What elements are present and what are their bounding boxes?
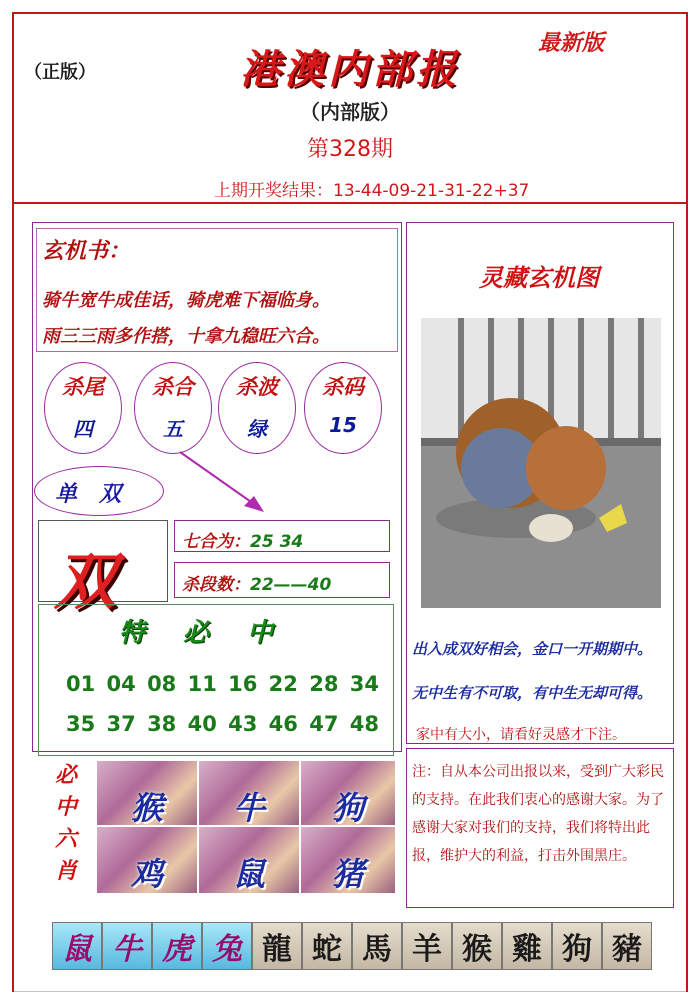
zodiac-bar-rooster: 雞 — [502, 922, 552, 970]
page-title: 港澳内部报 — [240, 46, 460, 93]
zodiac-bar-goat: 羊 — [402, 922, 452, 970]
zodiac-bar-horse: 馬 — [352, 922, 402, 970]
sha-duan-value: 22——40 — [250, 575, 332, 595]
zodiac-bar-dragon: 龍 — [252, 922, 302, 970]
right-verse-1: 出入成双好相会，金口一开期期中。 — [412, 640, 653, 658]
zodiac-tile-pig — [300, 826, 396, 894]
riddle-line-1: 骑牛宽牛成佳话，骑虎难下福临身。 — [42, 290, 330, 311]
zodiac-bar-ox: 牛 — [102, 922, 152, 970]
right-verse-2: 无中生有不可取，有中生无却可得。 — [412, 684, 653, 702]
number-row-1: 01 04 08 11 16 22 28 34 — [66, 672, 379, 696]
right-panel-title: 灵藏玄机图 — [479, 264, 599, 292]
right-hint: 家中有大小，请看好灵感才下注。 — [416, 727, 626, 743]
riddle-line-2: 雨三三雨多作搭，十拿九稳旺六合。 — [42, 326, 330, 347]
zodiac-bar-pig: 豬 — [602, 922, 652, 970]
zodiac-bar-rat: 鼠 — [52, 922, 102, 970]
seven-he-label: 七合为： — [182, 532, 250, 552]
sha-duan-label: 杀段数： — [182, 575, 250, 595]
edition-left: （正版） — [24, 62, 96, 83]
edition-right: 最新版 — [538, 31, 605, 56]
zodiac-tile-monkey — [96, 760, 198, 826]
zodiac-tile-char: 猪 — [331, 855, 364, 893]
header-rule — [12, 202, 688, 204]
notice-text: 注：自从本公司出报以来，受到广大彩民的支持。在此我们衷心的感谢大家。为了感谢大家对我们的支持，我们将特出此报，维护大的利益，打击外围黑庄。 — [412, 764, 664, 864]
pick-value: 绿 — [247, 417, 267, 441]
seven-he-line — [182, 527, 303, 552]
zodiac-bar-rabbit: 兔 — [202, 922, 252, 970]
pick-oval-ma — [304, 362, 382, 454]
dan-shuang-text: 单双 — [54, 482, 143, 507]
zodiac-tile-char: 鼠 — [232, 855, 265, 893]
number-row-2: 35 37 38 40 43 46 47 48 — [66, 712, 379, 736]
page-subtitle: （内部版） — [300, 100, 400, 124]
big-shuang-char: 双 — [54, 545, 117, 618]
zodiac-tile-dog — [300, 760, 396, 826]
issue-number: 第328期 — [307, 137, 393, 162]
zodiac-tile-char: 狗 — [331, 789, 364, 826]
zodiac-tile-char: 鸡 — [130, 855, 163, 893]
dan-shuang-oval — [34, 466, 164, 516]
riddle-label: 玄机书： — [42, 239, 131, 264]
pick-title: 杀波 — [236, 375, 278, 399]
zodiac-bar-snake: 蛇 — [302, 922, 352, 970]
pick-oval-tail — [44, 362, 122, 454]
arrow-icon — [170, 444, 270, 520]
zodiac-tile-char: 牛 — [232, 789, 265, 826]
zodiac-tile-rat — [198, 826, 300, 894]
te-bi-zhong-title: 特必中 — [118, 618, 311, 648]
last-result: 上期开奖结果：13-44-09-21-31-22+37 — [214, 181, 530, 201]
seven-he-value: 25 34 — [250, 532, 304, 552]
pick-title: 杀尾 — [62, 375, 104, 399]
zodiac-bar-dog: 狗 — [552, 922, 602, 970]
pick-value: 15 — [329, 413, 357, 437]
zodiac-bar-tiger: 虎 — [152, 922, 202, 970]
pick-oval-he — [134, 362, 212, 454]
top-rule — [12, 12, 688, 14]
pick-title: 杀码 — [322, 375, 364, 399]
zodiac-bar — [52, 922, 652, 970]
zodiac-bar-monkey: 猴 — [452, 922, 502, 970]
pick-oval-bo — [218, 362, 296, 454]
pick-value: 五 — [163, 417, 183, 441]
six-zodiac-label: 必中六肖 — [54, 763, 77, 884]
dog-photo — [421, 318, 661, 608]
zodiac-tile-char: 猴 — [130, 789, 163, 826]
zodiac-tile-rooster — [96, 826, 198, 894]
zodiac-tile-ox — [198, 760, 300, 826]
pick-title: 杀合 — [152, 375, 194, 399]
pick-value: 四 — [73, 417, 93, 441]
sha-duan-line — [182, 570, 331, 595]
